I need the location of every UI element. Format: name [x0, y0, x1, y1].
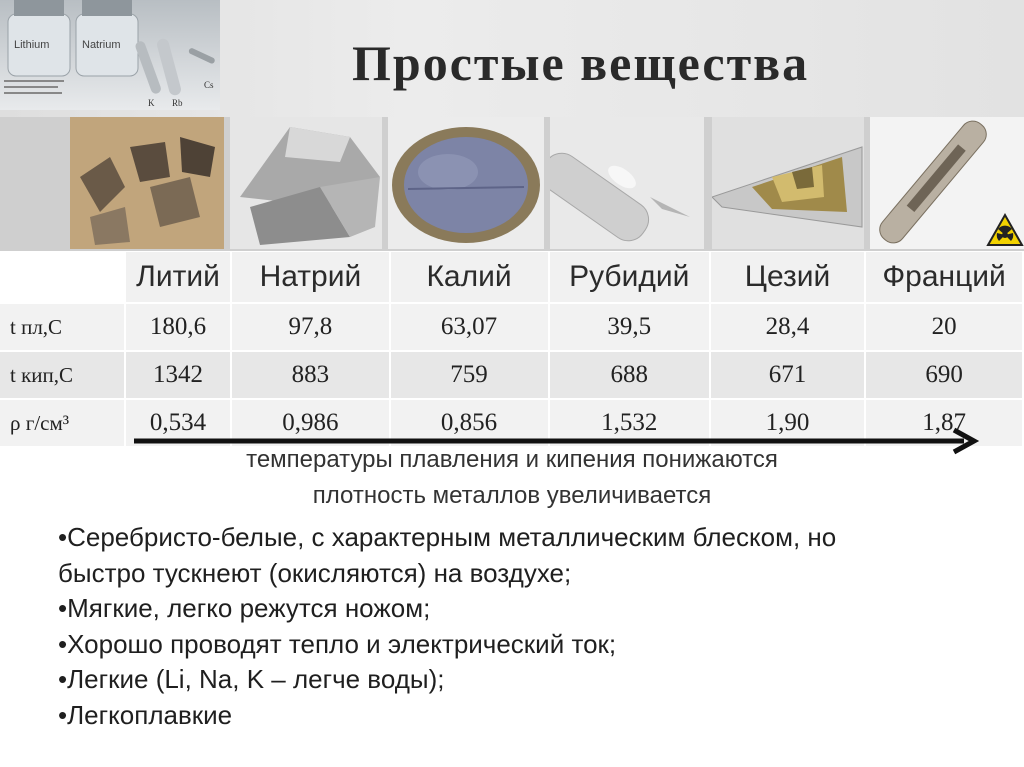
potassium-photo	[388, 117, 544, 249]
cesium-photo	[712, 117, 864, 249]
table-cell: 759	[390, 351, 549, 399]
table-cell: 63,07	[390, 303, 549, 351]
page-title: Простые вещества	[352, 35, 810, 91]
header-rubidium: Рубидий	[549, 252, 710, 303]
metal-jars-photo	[0, 0, 220, 110]
element-header-row	[0, 252, 1023, 303]
natrium-jar-label: Natrium	[82, 39, 121, 51]
table-cell: 97,8	[231, 303, 389, 351]
rb-label: Rb	[172, 98, 183, 108]
list-item: •Легкоплавкие	[58, 699, 233, 730]
header-sodium: Натрий	[231, 252, 389, 303]
header-francium: Франций	[865, 252, 1023, 303]
table-cell: 0,534	[125, 399, 232, 446]
table-cell: 1,87	[865, 399, 1023, 446]
table-cell: 0,986	[231, 399, 389, 446]
boiling-point-row	[0, 351, 1023, 399]
row-label: t пл,С	[0, 303, 125, 351]
list-item: •Серебристо-белые, с характерным металлическим блеском, но	[58, 522, 837, 552]
rubidium-photo	[550, 117, 704, 249]
table-cell: 1,532	[549, 399, 710, 446]
list-item: •Хорошо проводят тепло и электрический ток;	[58, 628, 617, 659]
trend-note-density: плотность металлов увеличивается	[312, 482, 712, 509]
table-cell: 39,5	[549, 303, 710, 351]
table-cell: 180,6	[125, 303, 232, 351]
table-cell: 1342	[125, 351, 232, 399]
header-lithium: Литий	[125, 252, 232, 303]
header-potassium: Калий	[390, 252, 549, 303]
cs-label: Cs	[204, 80, 214, 90]
table-cell: 28,4	[710, 303, 865, 351]
table-cell: 1,90	[710, 399, 865, 446]
list-item: •Легкие (Li, Na, K – легче воды);	[58, 664, 445, 694]
header-cesium: Цезий	[710, 252, 865, 303]
table-cell: 20	[865, 303, 1023, 351]
table-cell: 671	[710, 351, 865, 399]
lithium-photo	[70, 117, 224, 249]
list-item: быстро тускнеют (окисляются) на воздухе;	[58, 557, 572, 588]
list-item: •Мягкие, легко режутся ножом;	[58, 593, 431, 623]
table-cell: 0,856	[390, 399, 549, 446]
sodium-photo	[230, 117, 382, 249]
lithium-jar-label: Lithium	[14, 39, 50, 51]
row-label: ρ г/см³	[0, 399, 125, 446]
trend-note-temperature: температуры плавления и кипения понижаются	[246, 446, 778, 473]
table-cell: 690	[865, 351, 1023, 399]
francium-photo	[870, 117, 1024, 249]
table-cell: 688	[549, 351, 710, 399]
table-cell: 883	[231, 351, 389, 399]
melting-point-row	[0, 303, 1023, 351]
row-label: t кип,С	[0, 351, 125, 399]
properties-list	[58, 520, 958, 733]
header-blank	[0, 252, 125, 303]
properties-table	[0, 252, 1024, 446]
k-label: K	[148, 98, 155, 108]
